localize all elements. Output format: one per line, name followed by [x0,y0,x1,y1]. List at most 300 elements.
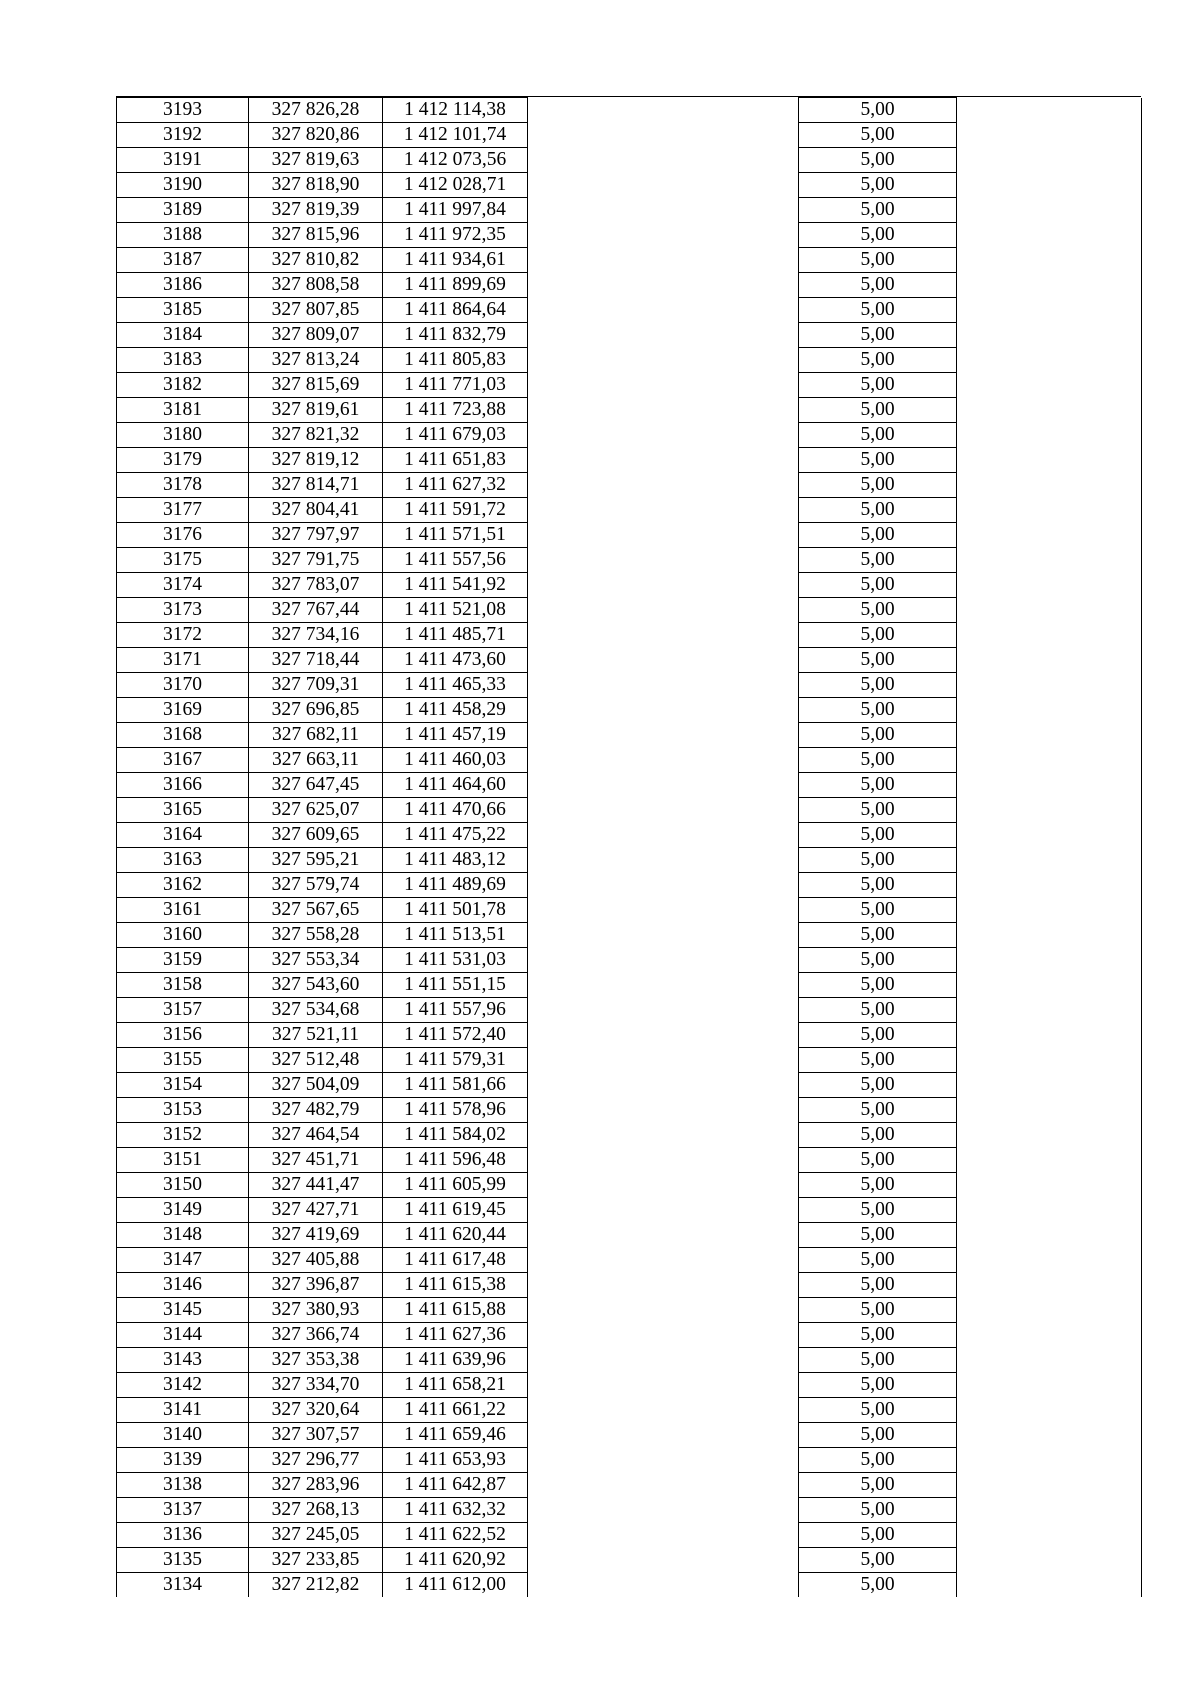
value-cell: 5,00 [799,948,957,973]
table-row [117,348,1142,373]
table-row [117,548,1142,573]
x-coordinate-cell: 327 826,28 [249,98,383,123]
x-coordinate-cell: 327 810,82 [249,248,383,273]
point-number-cell: 3148 [117,1223,249,1248]
empty-cell [528,1423,799,1448]
empty-cell [957,198,1142,223]
empty-cell [528,1448,799,1473]
x-coordinate-cell: 327 808,58 [249,273,383,298]
table-row [117,823,1142,848]
x-coordinate-cell: 327 579,74 [249,873,383,898]
empty-cell [957,923,1142,948]
table-row [117,1298,1142,1323]
empty-cell [528,598,799,623]
x-coordinate-cell: 327 804,41 [249,498,383,523]
empty-cell [528,1048,799,1073]
y-coordinate-cell: 1 411 513,51 [383,923,528,948]
empty-cell [957,498,1142,523]
table-row [117,223,1142,248]
value-cell: 5,00 [799,1148,957,1173]
point-number-cell: 3183 [117,348,249,373]
table-row [117,973,1142,998]
table-row [117,623,1142,648]
empty-cell [528,898,799,923]
x-coordinate-cell: 327 718,44 [249,648,383,673]
value-cell: 5,00 [799,173,957,198]
empty-cell [528,1173,799,1198]
table-row [117,1398,1142,1423]
table-row [117,598,1142,623]
x-coordinate-cell: 327 567,65 [249,898,383,923]
empty-cell [528,1273,799,1298]
empty-cell [528,323,799,348]
empty-cell [528,298,799,323]
empty-cell [957,723,1142,748]
empty-cell [957,1573,1142,1598]
empty-cell [957,573,1142,598]
point-number-cell: 3151 [117,1148,249,1173]
empty-cell [528,498,799,523]
empty-cell [957,1148,1142,1173]
empty-cell [528,1198,799,1223]
empty-cell [528,573,799,598]
table-row [117,1148,1142,1173]
point-number-cell: 3164 [117,823,249,848]
x-coordinate-cell: 327 427,71 [249,1198,383,1223]
point-number-cell: 3146 [117,1273,249,1298]
empty-cell [957,948,1142,973]
point-number-cell: 3154 [117,1073,249,1098]
value-cell: 5,00 [799,723,957,748]
value-cell: 5,00 [799,1323,957,1348]
y-coordinate-cell: 1 411 899,69 [383,273,528,298]
table-row [117,148,1142,173]
point-number-cell: 3161 [117,898,249,923]
empty-cell [957,1448,1142,1473]
x-coordinate-cell: 327 353,38 [249,1348,383,1373]
empty-cell [528,823,799,848]
empty-cell [957,1323,1142,1348]
empty-cell [957,173,1142,198]
value-cell: 5,00 [799,798,957,823]
table-row [117,1498,1142,1523]
x-coordinate-cell: 327 791,75 [249,548,383,573]
empty-cell [957,298,1142,323]
empty-cell [957,1273,1142,1298]
coordinates-table [116,97,1142,1597]
point-number-cell: 3191 [117,148,249,173]
empty-cell [528,1398,799,1423]
empty-cell [957,1248,1142,1273]
y-coordinate-cell: 1 411 458,29 [383,698,528,723]
empty-cell [957,648,1142,673]
point-number-cell: 3188 [117,223,249,248]
table-row [117,398,1142,423]
x-coordinate-cell: 327 233,85 [249,1548,383,1573]
value-cell: 5,00 [799,1448,957,1473]
empty-cell [957,398,1142,423]
table-row [117,1248,1142,1273]
empty-cell [528,973,799,998]
table-row [117,673,1142,698]
value-cell: 5,00 [799,323,957,348]
point-number-cell: 3139 [117,1448,249,1473]
point-number-cell: 3168 [117,723,249,748]
table-row [117,1548,1142,1573]
point-number-cell: 3163 [117,848,249,873]
table-row [117,1198,1142,1223]
value-cell: 5,00 [799,848,957,873]
y-coordinate-cell: 1 411 658,21 [383,1373,528,1398]
value-cell: 5,00 [799,198,957,223]
value-cell: 5,00 [799,923,957,948]
point-number-cell: 3144 [117,1323,249,1348]
point-number-cell: 3145 [117,1298,249,1323]
x-coordinate-cell: 327 797,97 [249,523,383,548]
empty-cell [957,1023,1142,1048]
value-cell: 5,00 [799,498,957,523]
value-cell: 5,00 [799,898,957,923]
x-coordinate-cell: 327 405,88 [249,1248,383,1273]
value-cell: 5,00 [799,98,957,123]
value-cell: 5,00 [799,1198,957,1223]
empty-cell [957,1523,1142,1548]
value-cell: 5,00 [799,423,957,448]
y-coordinate-cell: 1 411 581,66 [383,1073,528,1098]
table-row [117,323,1142,348]
y-coordinate-cell: 1 411 615,88 [383,1298,528,1323]
x-coordinate-cell: 327 813,24 [249,348,383,373]
table-row [117,898,1142,923]
table-row [117,1473,1142,1498]
empty-cell [957,1098,1142,1123]
y-coordinate-cell: 1 411 571,51 [383,523,528,548]
empty-cell [957,1373,1142,1398]
empty-cell [957,548,1142,573]
value-cell: 5,00 [799,273,957,298]
value-cell: 5,00 [799,623,957,648]
y-coordinate-cell: 1 411 619,45 [383,1198,528,1223]
empty-cell [528,948,799,973]
value-cell: 5,00 [799,1098,957,1123]
value-cell: 5,00 [799,298,957,323]
y-coordinate-cell: 1 412 101,74 [383,123,528,148]
x-coordinate-cell: 327 320,64 [249,1398,383,1423]
y-coordinate-cell: 1 411 639,96 [383,1348,528,1373]
x-coordinate-cell: 327 819,63 [249,148,383,173]
value-cell: 5,00 [799,523,957,548]
empty-cell [528,448,799,473]
table-row [117,1123,1142,1148]
value-cell: 5,00 [799,1498,957,1523]
table-row [117,423,1142,448]
empty-cell [957,823,1142,848]
x-coordinate-cell: 327 647,45 [249,773,383,798]
x-coordinate-cell: 327 307,57 [249,1423,383,1448]
y-coordinate-cell: 1 411 501,78 [383,898,528,923]
empty-cell [528,398,799,423]
x-coordinate-cell: 327 709,31 [249,673,383,698]
table-row [117,1423,1142,1448]
empty-cell [528,923,799,948]
y-coordinate-cell: 1 412 073,56 [383,148,528,173]
empty-cell [528,773,799,798]
empty-cell [528,673,799,698]
empty-cell [528,223,799,248]
empty-cell [957,1198,1142,1223]
table-row [117,648,1142,673]
x-coordinate-cell: 327 553,34 [249,948,383,973]
y-coordinate-cell: 1 411 460,03 [383,748,528,773]
y-coordinate-cell: 1 411 832,79 [383,323,528,348]
y-coordinate-cell: 1 411 997,84 [383,198,528,223]
empty-cell [528,1023,799,1048]
y-coordinate-cell: 1 411 620,92 [383,1548,528,1573]
empty-cell [957,273,1142,298]
point-number-cell: 3174 [117,573,249,598]
value-cell: 5,00 [799,1348,957,1373]
empty-cell [957,673,1142,698]
x-coordinate-cell: 327 820,86 [249,123,383,148]
point-number-cell: 3180 [117,423,249,448]
x-coordinate-cell: 327 663,11 [249,748,383,773]
y-coordinate-cell: 1 411 934,61 [383,248,528,273]
value-cell: 5,00 [799,1023,957,1048]
point-number-cell: 3179 [117,448,249,473]
table-row [117,448,1142,473]
value-cell: 5,00 [799,1048,957,1073]
point-number-cell: 3177 [117,498,249,523]
y-coordinate-cell: 1 411 653,93 [383,1448,528,1473]
x-coordinate-cell: 327 212,82 [249,1573,383,1598]
empty-cell [528,98,799,123]
point-number-cell: 3186 [117,273,249,298]
empty-cell [957,1173,1142,1198]
y-coordinate-cell: 1 411 864,64 [383,298,528,323]
table-row [117,123,1142,148]
y-coordinate-cell: 1 411 457,19 [383,723,528,748]
empty-cell [957,698,1142,723]
point-number-cell: 3162 [117,873,249,898]
value-cell: 5,00 [799,1548,957,1573]
y-coordinate-cell: 1 411 521,08 [383,598,528,623]
x-coordinate-cell: 327 464,54 [249,1123,383,1148]
empty-cell [957,148,1142,173]
point-number-cell: 3182 [117,373,249,398]
value-cell: 5,00 [799,1573,957,1598]
x-coordinate-cell: 327 268,13 [249,1498,383,1523]
point-number-cell: 3193 [117,98,249,123]
x-coordinate-cell: 327 625,07 [249,798,383,823]
value-cell: 5,00 [799,1123,957,1148]
x-coordinate-cell: 327 696,85 [249,698,383,723]
empty-cell [528,698,799,723]
value-cell: 5,00 [799,748,957,773]
empty-cell [957,223,1142,248]
x-coordinate-cell: 327 815,96 [249,223,383,248]
empty-cell [957,798,1142,823]
x-coordinate-cell: 327 451,71 [249,1148,383,1173]
x-coordinate-cell: 327 366,74 [249,1323,383,1348]
empty-cell [957,473,1142,498]
x-coordinate-cell: 327 283,96 [249,1473,383,1498]
empty-cell [957,1073,1142,1098]
value-cell: 5,00 [799,148,957,173]
empty-cell [528,548,799,573]
empty-cell [528,998,799,1023]
table-row [117,173,1142,198]
table-row [117,698,1142,723]
table-row [117,98,1142,123]
empty-cell [957,1498,1142,1523]
y-coordinate-cell: 1 411 612,00 [383,1573,528,1598]
y-coordinate-cell: 1 411 557,56 [383,548,528,573]
value-cell: 5,00 [799,448,957,473]
point-number-cell: 3134 [117,1573,249,1598]
x-coordinate-cell: 327 419,69 [249,1223,383,1248]
point-number-cell: 3176 [117,523,249,548]
empty-cell [957,898,1142,923]
point-number-cell: 3185 [117,298,249,323]
table-row [117,1173,1142,1198]
y-coordinate-cell: 1 411 661,22 [383,1398,528,1423]
point-number-cell: 3165 [117,798,249,823]
empty-cell [957,248,1142,273]
y-coordinate-cell: 1 411 557,96 [383,998,528,1023]
empty-cell [957,1423,1142,1448]
y-coordinate-cell: 1 411 679,03 [383,423,528,448]
empty-cell [528,1073,799,1098]
point-number-cell: 3192 [117,123,249,148]
value-cell: 5,00 [799,223,957,248]
y-coordinate-cell: 1 411 578,96 [383,1098,528,1123]
empty-cell [528,348,799,373]
point-number-cell: 3155 [117,1048,249,1073]
x-coordinate-cell: 327 783,07 [249,573,383,598]
empty-cell [528,173,799,198]
x-coordinate-cell: 327 543,60 [249,973,383,998]
table-row [117,248,1142,273]
x-coordinate-cell: 327 819,12 [249,448,383,473]
point-number-cell: 3175 [117,548,249,573]
value-cell: 5,00 [799,823,957,848]
empty-cell [957,1123,1142,1148]
value-cell: 5,00 [799,1473,957,1498]
empty-cell [957,423,1142,448]
empty-cell [528,1498,799,1523]
x-coordinate-cell: 327 814,71 [249,473,383,498]
y-coordinate-cell: 1 411 632,32 [383,1498,528,1523]
value-cell: 5,00 [799,1273,957,1298]
x-coordinate-cell: 327 558,28 [249,923,383,948]
table-row [117,1448,1142,1473]
empty-cell [528,798,799,823]
y-coordinate-cell: 1 411 591,72 [383,498,528,523]
value-cell: 5,00 [799,698,957,723]
empty-cell [528,1223,799,1248]
empty-cell [957,998,1142,1023]
x-coordinate-cell: 327 609,65 [249,823,383,848]
empty-cell [528,1348,799,1373]
table-row [117,873,1142,898]
point-number-cell: 3160 [117,923,249,948]
value-cell: 5,00 [799,773,957,798]
point-number-cell: 3135 [117,1548,249,1573]
value-cell: 5,00 [799,648,957,673]
point-number-cell: 3166 [117,773,249,798]
y-coordinate-cell: 1 411 642,87 [383,1473,528,1498]
coordinates-table-body [117,98,1142,1598]
x-coordinate-cell: 327 245,05 [249,1523,383,1548]
y-coordinate-cell: 1 411 620,44 [383,1223,528,1248]
table-row [117,923,1142,948]
value-cell: 5,00 [799,248,957,273]
x-coordinate-cell: 327 396,87 [249,1273,383,1298]
empty-cell [957,873,1142,898]
table-row [117,1223,1142,1248]
empty-cell [528,198,799,223]
empty-cell [957,598,1142,623]
x-coordinate-cell: 327 815,69 [249,373,383,398]
point-number-cell: 3153 [117,1098,249,1123]
value-cell: 5,00 [799,373,957,398]
empty-cell [957,523,1142,548]
empty-cell [528,1123,799,1148]
point-number-cell: 3140 [117,1423,249,1448]
point-number-cell: 3189 [117,198,249,223]
y-coordinate-cell: 1 411 551,15 [383,973,528,998]
empty-cell [528,648,799,673]
empty-cell [528,748,799,773]
empty-cell [957,373,1142,398]
value-cell: 5,00 [799,1398,957,1423]
x-coordinate-cell: 327 819,39 [249,198,383,223]
point-number-cell: 3156 [117,1023,249,1048]
empty-cell [957,123,1142,148]
empty-cell [528,873,799,898]
y-coordinate-cell: 1 411 615,38 [383,1273,528,1298]
value-cell: 5,00 [799,1073,957,1098]
empty-cell [957,623,1142,648]
empty-cell [957,1298,1142,1323]
value-cell: 5,00 [799,348,957,373]
empty-cell [528,1148,799,1173]
y-coordinate-cell: 1 411 475,22 [383,823,528,848]
value-cell: 5,00 [799,873,957,898]
y-coordinate-cell: 1 411 541,92 [383,573,528,598]
empty-cell [957,973,1142,998]
y-coordinate-cell: 1 411 483,12 [383,848,528,873]
x-coordinate-cell: 327 767,44 [249,598,383,623]
y-coordinate-cell: 1 411 531,03 [383,948,528,973]
point-number-cell: 3142 [117,1373,249,1398]
point-number-cell: 3159 [117,948,249,973]
y-coordinate-cell: 1 412 114,38 [383,98,528,123]
table-row [117,498,1142,523]
table-row [117,1523,1142,1548]
y-coordinate-cell: 1 411 805,83 [383,348,528,373]
point-number-cell: 3170 [117,673,249,698]
value-cell: 5,00 [799,1423,957,1448]
empty-cell [957,323,1142,348]
value-cell: 5,00 [799,1248,957,1273]
x-coordinate-cell: 327 818,90 [249,173,383,198]
x-coordinate-cell: 327 512,48 [249,1048,383,1073]
y-coordinate-cell: 1 411 605,99 [383,1173,528,1198]
point-number-cell: 3136 [117,1523,249,1548]
x-coordinate-cell: 327 819,61 [249,398,383,423]
y-coordinate-cell: 1 412 028,71 [383,173,528,198]
